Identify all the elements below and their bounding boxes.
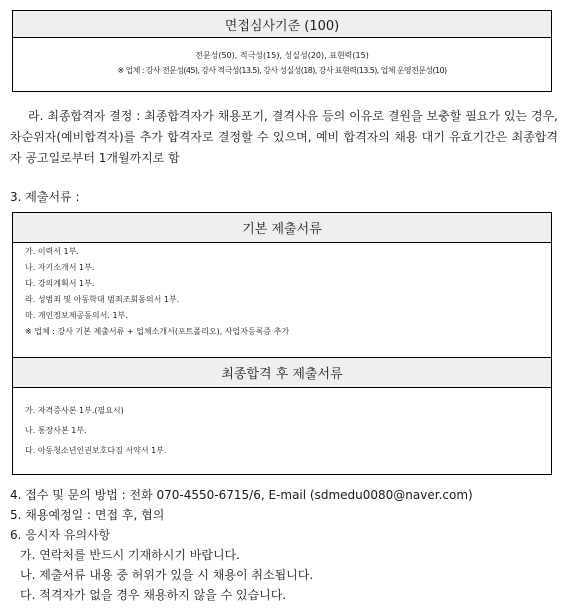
notes-title: 6. 응시자 유의사항 — [10, 528, 111, 542]
note-item: 다. 적격자가 없을 경우 채용하지 않을 수 있습니다. — [20, 588, 287, 602]
final-decision-paragraph: 라. 최종합격자 결정 : 최종합격자가 채용포기, 결격사유 등의 이유로 결원을 보충할 필요가 있는 경우, 차순위자(예비합격자)를 추가 합격자로 결정할 수 있으며, 예비 합격자의 채용 대기 유효기간은 최종합격자 공고일로부터 1개월까지로 함 — [10, 109, 558, 165]
final-documents-box — [12, 357, 552, 475]
list-item: 나. 자기소개서 1부. — [25, 263, 95, 272]
schedule-info: 5. 채용예정일 : 면접 후, 협의 — [10, 508, 165, 522]
documents-title: 3. 제출서류 : — [10, 190, 80, 204]
list-item: 마. 개인정보제공동의서. 1부. — [25, 311, 128, 320]
list-item: ※ 업체 : 강사 기본 제출서류 + 업체소개서(포트폴리오), 사업자등록증 추가 — [25, 327, 290, 336]
note-item: 나. 제출서류 내용 중 허위가 있을 시 채용이 취소됩니다. — [20, 568, 314, 582]
interview-criteria-box — [12, 10, 552, 92]
list-item: 가. 이력서 1부. — [25, 247, 79, 256]
list-item: 다. 아동청소년인권보호다짐 서약서 1부. — [25, 446, 167, 455]
final-documents-header: 최종합격 후 제출서류 — [13, 358, 551, 388]
interview-criteria-header: 면접심사기준 (100) — [13, 11, 551, 38]
basic-documents-list — [13, 243, 551, 340]
contact-info: 4. 접수 및 문의 방법 : 전화 070-4550-6715/6, E-mail (sdmedu0080@naver.com) — [10, 488, 473, 502]
interview-criteria-company-line: ※ 업체 : 강사 전문성(45), 강사 적극성(13.5), 강사 성실성(18), 강사 표현력(13.5), 업체 운영전문성(10) — [117, 66, 447, 75]
basic-documents-box — [12, 212, 552, 358]
list-item: 라. 성범죄 및 아동학대 범죄조회동의서 1부. — [25, 295, 180, 304]
list-item: 나. 통장사본 1부. — [25, 426, 87, 435]
list-item: 다. 강의계획서 1부. — [25, 279, 95, 288]
basic-documents-header: 기본 제출서류 — [13, 213, 551, 243]
interview-criteria-line: 전문성(50), 적극성(15), 성실성(20), 표현력(15) — [195, 51, 369, 60]
final-documents-list — [13, 388, 551, 461]
note-item: 가. 연락처를 반드시 기재하시기 바랍니다. — [20, 548, 240, 562]
list-item: 가. 자격증사본 1부.(필요시) — [25, 406, 124, 415]
